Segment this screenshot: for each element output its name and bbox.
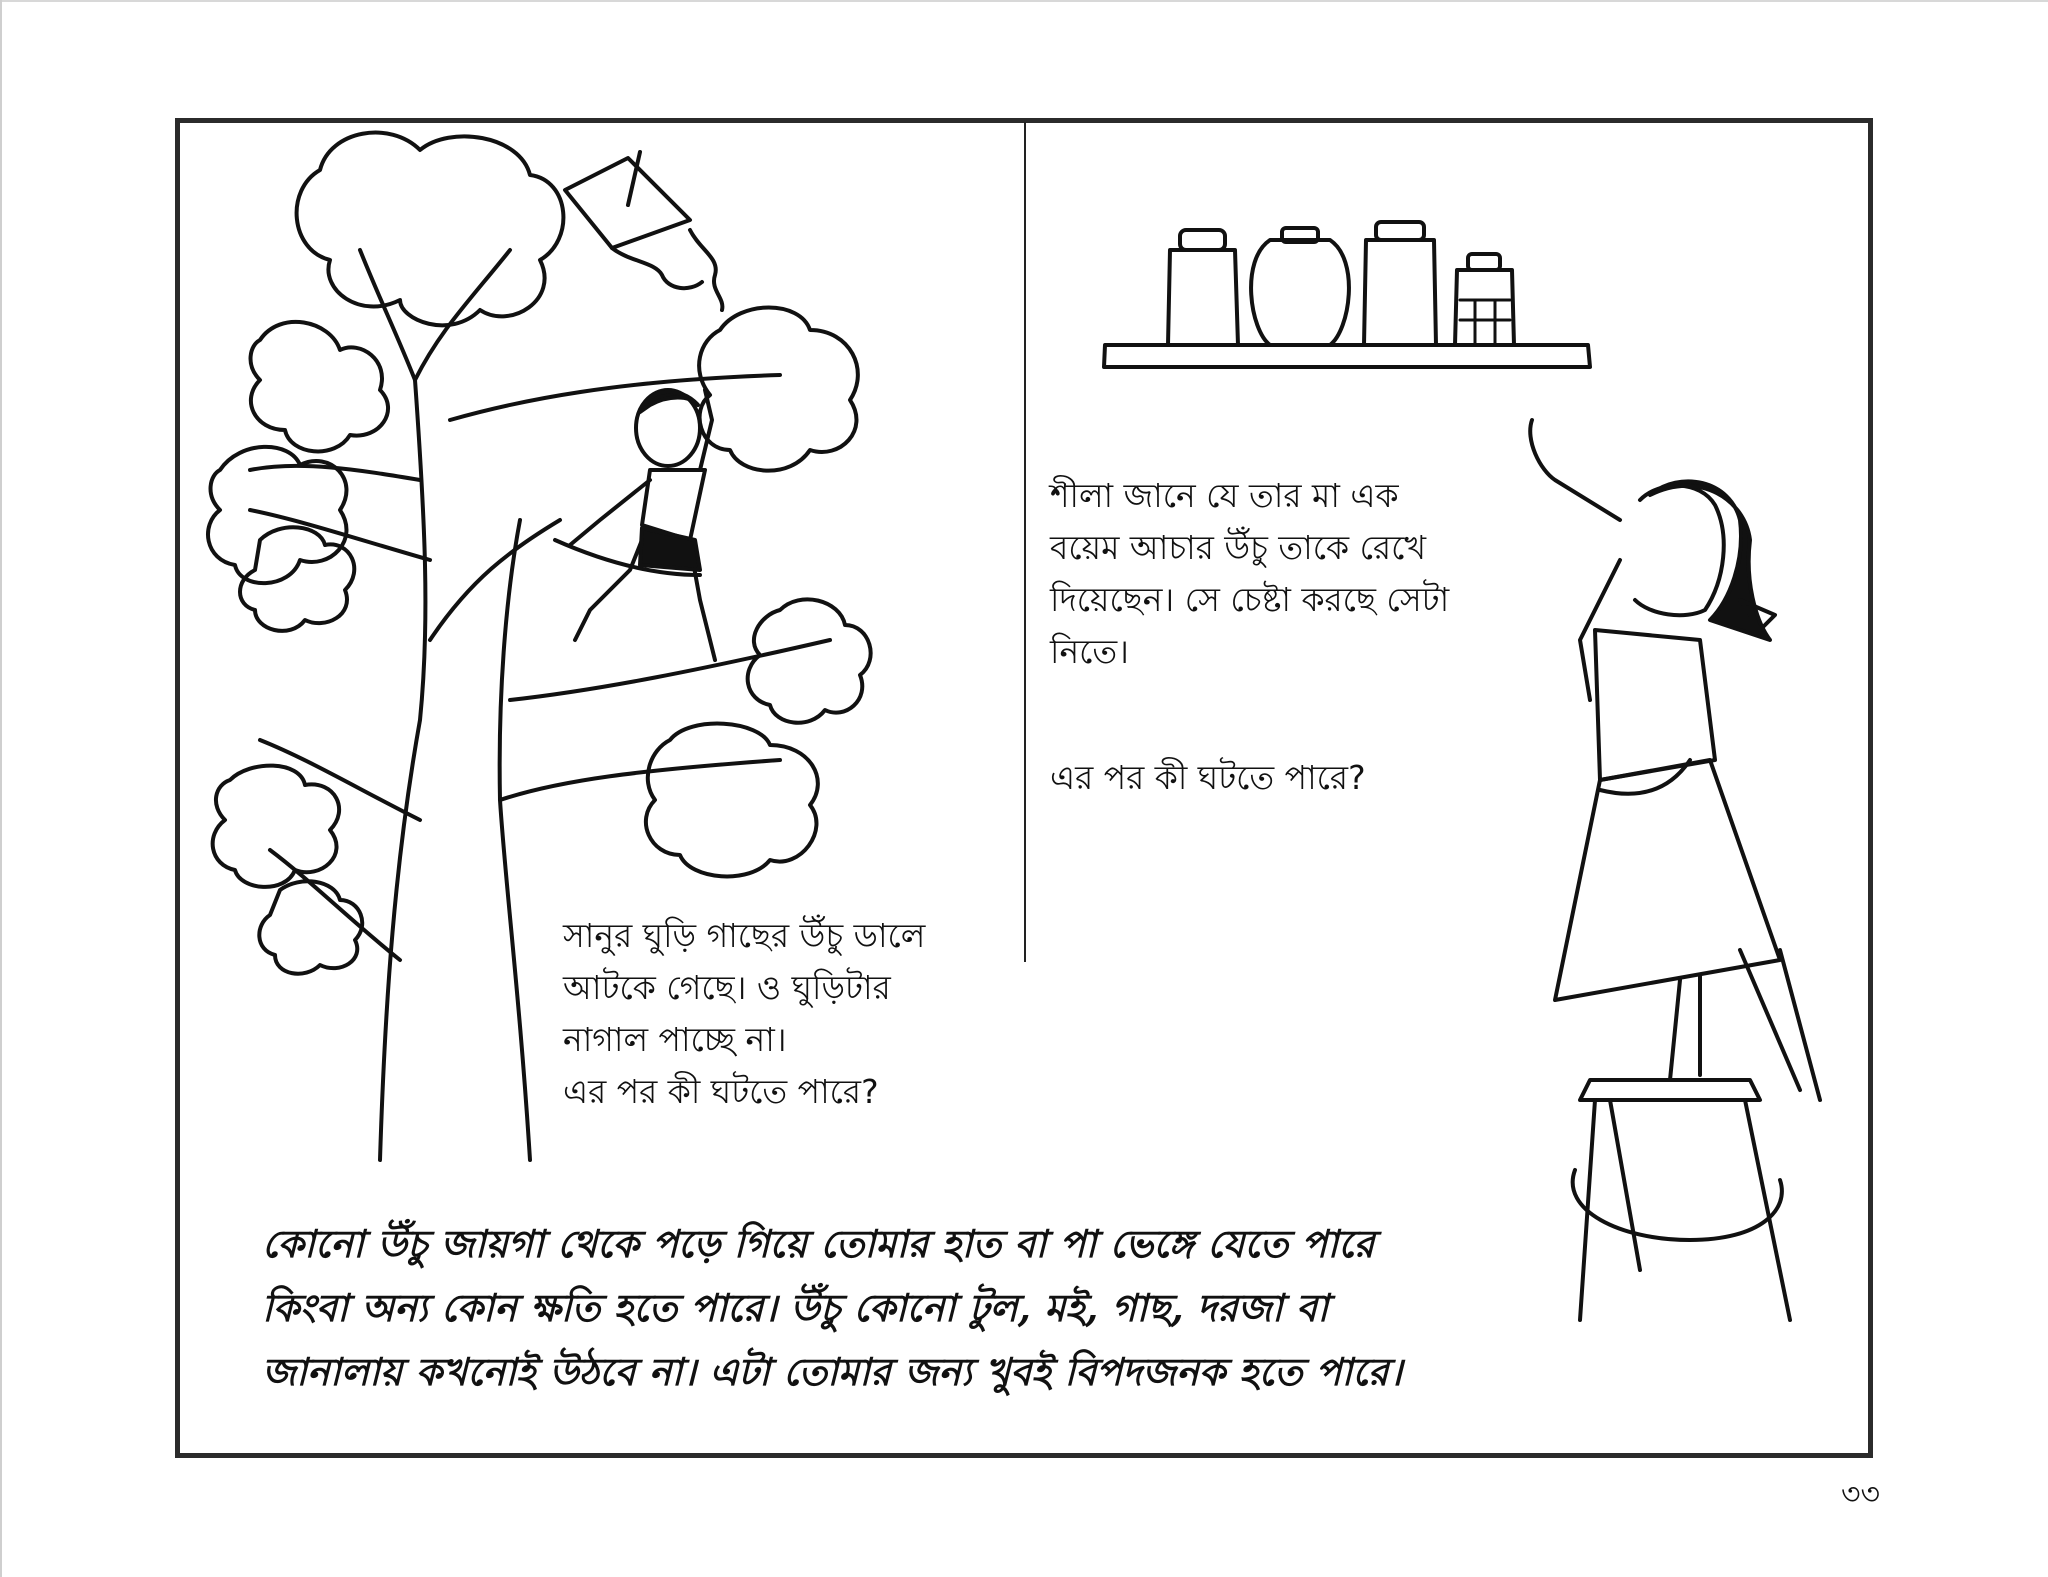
page-number: ৩৩ — [1840, 1477, 1880, 1512]
right-panel-line: নিতে। — [1050, 632, 1129, 671]
safety-warning — [262, 1212, 1522, 1404]
girl-illustration — [1530, 420, 1820, 1320]
right-panel-line: বয়েম আচার উঁচু তাকে রেখে — [1050, 528, 1427, 567]
boy-figure — [570, 390, 715, 660]
warning-line: কিংবা অন্য কোন ক্ষতি হতে পারে। উঁচু কোনো টুল, মই, গাছ, দরজা বা — [262, 1285, 1329, 1330]
warning-line: কোনো উঁচু জায়গা থেকে পড়ে গিয়ে তোমার হাত বা পা ভেঙ্গে যেতে পারে — [262, 1221, 1375, 1266]
right-panel-line: দিয়েছেন। সে চেষ্টা করছে সেটা — [1050, 580, 1450, 619]
left-panel-line: আটকে গেছে। ও ঘুড়িটার — [563, 968, 891, 1007]
shelf-illustration — [1104, 222, 1590, 367]
warning-line: জানালায় কখনোই উঠবে না। এটা তোমার জন্য খুবই বিপদজনক হতে পারে। — [262, 1349, 1403, 1394]
right-panel-line: শীলা জানে যে তার মা এক — [1050, 476, 1399, 515]
right-panel-paragraph — [1050, 470, 1498, 678]
right-panel-question — [1050, 752, 1498, 804]
left-panel-line: সানুর ঘুড়ি গাছের উঁচু ডালে — [563, 916, 926, 955]
left-panel-paragraph — [563, 910, 993, 1118]
right-panel-question-text: এর পর কী ঘটতে পারে? — [1050, 758, 1366, 797]
left-panel-line: নাগাল পাচ্ছে না। — [563, 1020, 787, 1059]
left-panel-question: এর পর কী ঘটতে পারে? — [563, 1072, 879, 1111]
